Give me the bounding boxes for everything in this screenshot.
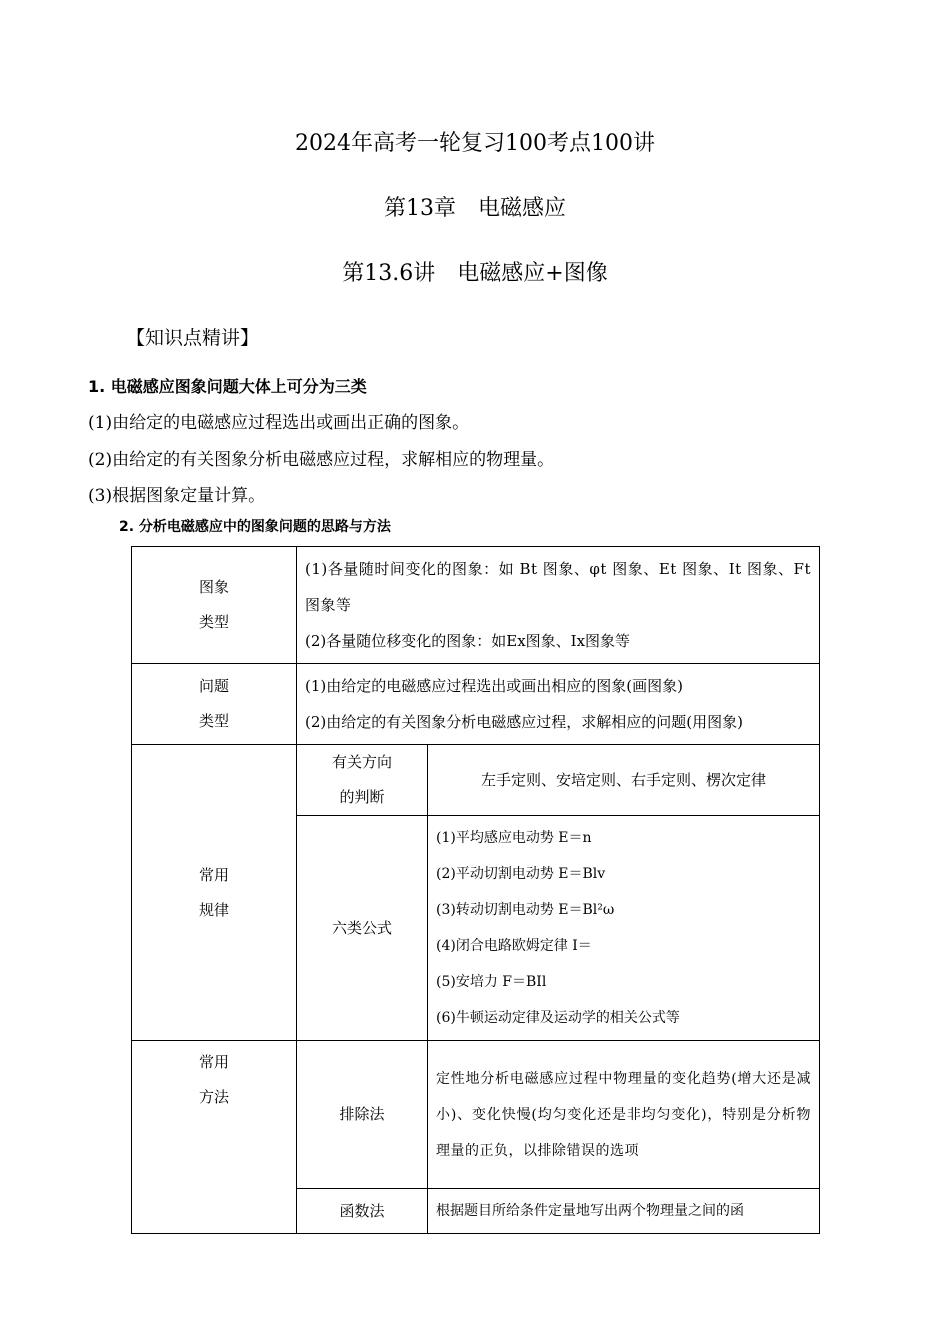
section1-item: (1)由给定的电磁感应过程选出或画出正确的图象。	[88, 413, 470, 433]
row-label-common-rules	[132, 745, 297, 1041]
section-heading: 【知识点精讲】	[126, 327, 260, 349]
content-line: (1)各量随时间变化的图象：如 Bt 图象、φt 图象、Et 图象、It 图象、Ft 图象等	[305, 560, 811, 614]
row-label-line: 类型	[198, 613, 229, 631]
formula-item: (1)平均感应电动势 E＝n	[436, 830, 592, 846]
section1-item: (2)由给定的有关图象分析电磁感应过程，求解相应的物理量。	[88, 450, 555, 470]
row-label-line: 常用	[198, 1053, 229, 1071]
formula-item: (6)牛顿运动定律及运动学的相关公式等	[436, 1010, 680, 1026]
content-line: (1)由给定的电磁感应过程选出或画出相应的图象(画图象)	[305, 677, 683, 695]
table-row	[132, 664, 820, 745]
row-label-line: 类型	[198, 712, 229, 730]
document-title: 2024年高考一轮复习100考点100讲	[295, 131, 655, 156]
row-label-line: 图象	[198, 578, 229, 596]
content-line: (2)由给定的有关图象分析电磁感应过程，求解相应的问题(用图象)	[305, 713, 743, 731]
section1-title: 1. 电磁感应图象问题大体上可分为三类	[88, 377, 367, 396]
row-content	[297, 664, 820, 745]
row-content	[297, 547, 820, 664]
sub-label-direction	[297, 745, 428, 816]
row-label-line: 常用	[198, 865, 229, 884]
row-label-image-type	[132, 547, 297, 664]
row-label-line: 规律	[198, 900, 229, 919]
sub-label-function: 函数法	[297, 1189, 428, 1234]
formula-item: (3)转动切割电动势 E＝Bl²ω	[436, 902, 615, 918]
row-label-line: 方法	[198, 1088, 229, 1106]
exclusion-method: 定性地分析电磁感应过程中物理量的变化趋势(增大还是减小)、变化快慢(均匀变化还是非均匀变化)，特别是分析物理量的正负，以排除错误的选项	[428, 1041, 820, 1189]
content-line: (2)各量随位移变化的图象：如Ex图象、Ix图象等	[305, 632, 631, 650]
direction-rules: 左手定则、安培定则、右手定则、楞次定律	[428, 745, 820, 816]
sub-label-formulas: 六类公式	[297, 816, 428, 1041]
formula-list	[428, 816, 820, 1041]
function-method: 根据题目所给条件定量地写出两个物理量之间的函	[428, 1189, 820, 1234]
section1-item: (3)根据图象定量计算。	[88, 486, 266, 506]
formula-item: (4)闭合电路欧姆定律 I＝	[436, 938, 592, 954]
row-label-common-methods	[132, 1041, 297, 1234]
lecture-title: 第13.6讲 电磁感应+图像	[342, 261, 608, 286]
table-row	[132, 1041, 820, 1189]
row-label-problem-type	[132, 664, 297, 745]
chapter-title: 第13章 电磁感应	[384, 196, 566, 221]
row-label-line: 问题	[198, 677, 229, 695]
sub-label-line: 有关方向	[331, 753, 392, 771]
formula-item: (2)平动切割电动势 E＝Blv	[436, 866, 606, 882]
table-row	[132, 547, 820, 664]
section2-title: 2. 分析电磁感应中的图象问题的思路与方法	[119, 519, 391, 535]
method-table	[131, 546, 820, 1234]
sub-label-exclusion: 排除法	[297, 1041, 428, 1189]
table-row	[132, 745, 820, 816]
sub-label-line: 的判断	[339, 788, 385, 806]
formula-item: (5)安培力 F＝BIl	[436, 974, 547, 990]
